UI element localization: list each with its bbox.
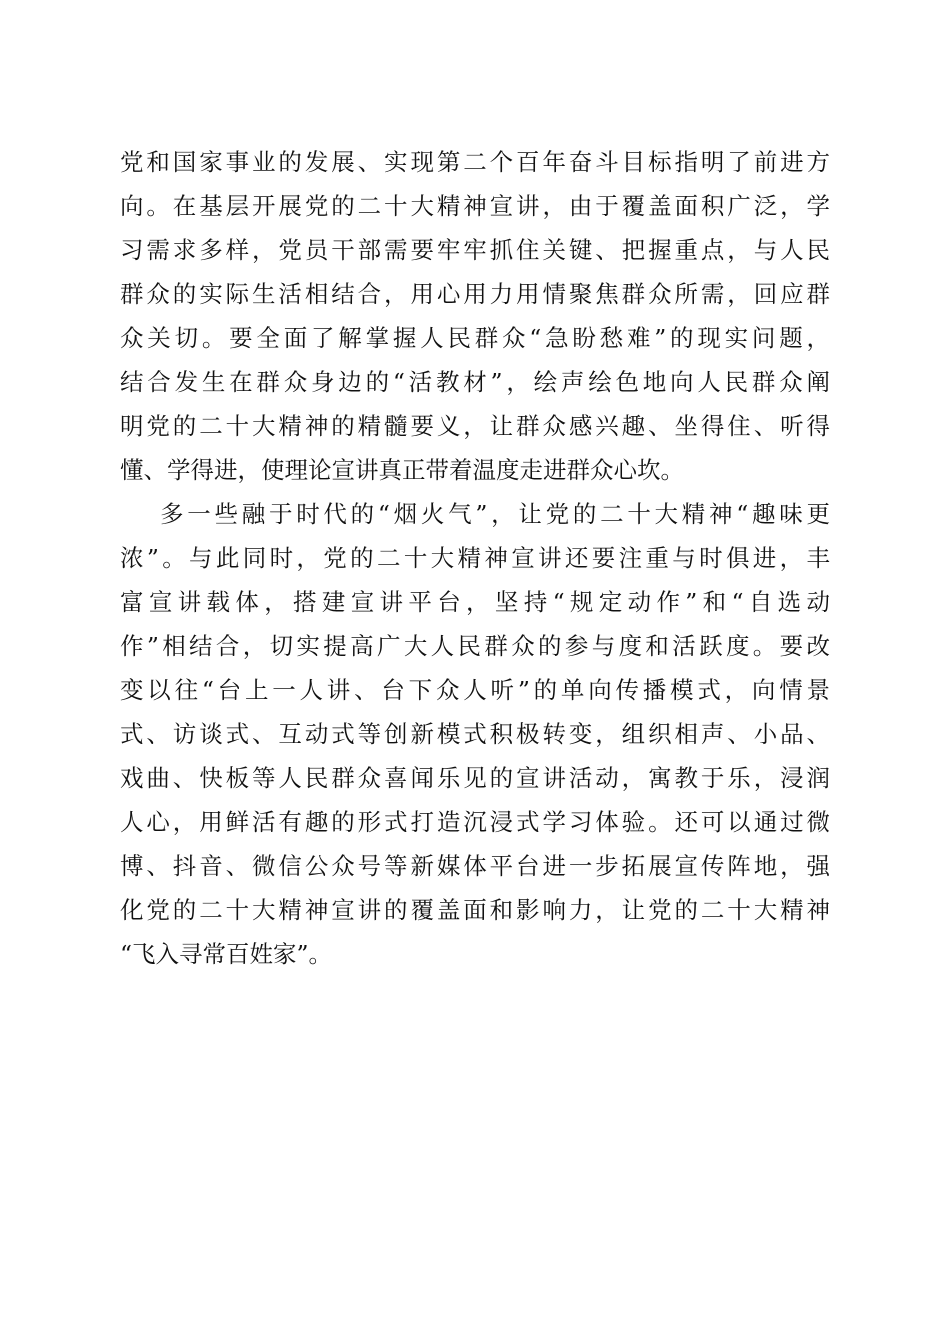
- text-line: 戏曲、快板等人民群众喜闻乐见的宣讲活动，寓教于乐，浸润: [120, 764, 830, 792]
- text-line: 结合发生在群众身边的“活教材”，绘声绘色地向人民群众阐: [120, 368, 830, 396]
- text-line: 习需求多样，党员干部需要牢牢抓住关键、把握重点，与人民: [120, 236, 830, 264]
- text-line: 多一些融于时代的“烟火气”，让党的二十大精神“趣味更: [160, 500, 830, 528]
- text-line: 变以往“台上一人讲、台下众人听”的单向传播模式，向情景: [120, 676, 830, 704]
- text-line: 群众的实际生活相结合，用心用力用情聚焦群众所需，回应群: [120, 280, 830, 308]
- text-line: 众关切。要全面了解掌握人民群众“急盼愁难”的现实问题，: [120, 324, 830, 352]
- paragraph-1: [120, 140, 830, 492]
- body-text: [120, 140, 830, 976]
- text-line: 博、抖音、微信公众号等新媒体平台进一步拓展宣传阵地，强: [120, 852, 830, 880]
- text-line: 向。在基层开展党的二十大精神宣讲，由于覆盖面积广泛，学: [120, 192, 830, 220]
- text-line: 作”相结合，切实提高广大人民群众的参与度和活跃度。要改: [120, 632, 830, 660]
- text-line: 化党的二十大精神宣讲的覆盖面和影响力，让党的二十大精神: [120, 896, 830, 924]
- text-line: 党和国家事业的发展、实现第二个百年奋斗目标指明了前进方: [120, 148, 830, 176]
- text-line: 明党的二十大精神的精髓要义，让群众感兴趣、坐得住、听得: [120, 412, 830, 440]
- text-line: “飞入寻常百姓家”。: [120, 940, 333, 968]
- paragraph-2: [120, 492, 830, 976]
- text-line: 人心，用鲜活有趣的形式打造沉浸式学习体验。还可以通过微: [120, 808, 830, 836]
- text-line: 富宣讲载体，搭建宣讲平台，坚持“规定动作”和“自选动: [120, 588, 830, 616]
- text-line: 懂、学得进，使理论宣讲真正带着温度走进群众心坎。: [120, 456, 684, 484]
- text-line: 式、访谈式、互动式等创新模式积极转变，组织相声、小品、: [120, 720, 830, 748]
- text-line: 浓”。与此同时，党的二十大精神宣讲还要注重与时俱进，丰: [120, 544, 830, 572]
